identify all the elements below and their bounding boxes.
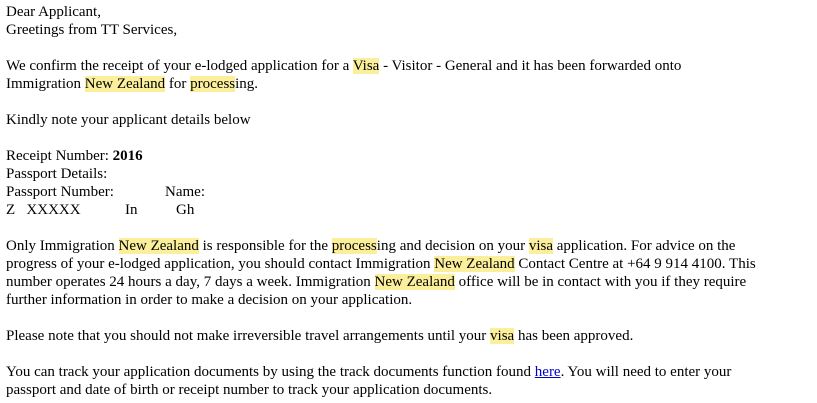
passport-header-row	[6, 183, 817, 201]
responsibility-paragraph	[6, 237, 817, 309]
text: Please note that you should not make irreversible travel arrangements until your	[6, 328, 491, 344]
text: . You will need to enter your	[560, 364, 732, 380]
text: We confirm the receipt of your e-lodged application for a	[6, 58, 353, 74]
passport-value-row	[6, 201, 817, 219]
highlight-new-zealand: New Zealand	[374, 274, 455, 290]
highlight-new-zealand: New Zealand	[84, 76, 166, 92]
text: Immigration	[6, 76, 85, 92]
travel-note-paragraph	[6, 327, 817, 345]
text: is responsible for the	[198, 238, 332, 254]
text: number operates 24 hours a day, 7 days a week. Immigration	[6, 274, 375, 290]
passport-details-label: Passport Details:	[6, 166, 108, 182]
text: - Visitor - General and it has been forwarded onto	[379, 58, 682, 74]
details-note: Kindly note your applicant details below	[6, 112, 251, 128]
receipt-number: 2016	[112, 148, 143, 164]
text: passport and date of birth or receipt number to track your application documents.	[6, 382, 493, 398]
highlight-new-zealand: New Zealand	[118, 238, 199, 254]
text: ing.	[235, 76, 259, 92]
text: office will be in contact with you if they require	[454, 274, 747, 290]
name-value-first: In	[125, 202, 138, 218]
text: application. For advice on the	[553, 238, 736, 254]
highlight-visa: Visa	[352, 58, 380, 74]
confirmation-paragraph	[6, 57, 817, 93]
text: ing and decision on your	[376, 238, 529, 254]
name-label: Name:	[165, 184, 205, 200]
text: has been approved.	[514, 328, 634, 344]
greeting: Greetings from TT Services,	[6, 22, 178, 38]
text: Contact Centre at +64 9 914 4100. This	[514, 256, 756, 272]
highlight-processing: process	[190, 76, 236, 92]
salutation: Dear Applicant,	[6, 4, 101, 20]
receipt-line	[6, 147, 817, 165]
passport-number-label: Passport Number:	[6, 184, 114, 200]
passport-number-value: Z XXXXX	[6, 202, 81, 218]
name-value-last: Gh	[176, 202, 195, 218]
tracking-paragraph	[6, 363, 817, 399]
text: Only Immigration	[6, 238, 119, 254]
text: further information in order to make a decision on your application.	[6, 292, 413, 308]
track-documents-link[interactable]: here	[534, 364, 561, 380]
highlight-visa: visa	[528, 238, 554, 254]
text: You can track your application documents by using the track documents function found	[6, 364, 535, 380]
highlight-new-zealand: New Zealand	[434, 256, 515, 272]
highlight-processing: process	[331, 238, 377, 254]
text: for	[165, 76, 191, 92]
highlight-visa: visa	[490, 328, 515, 344]
text: progress of your e-lodged application, you should contact Immigration	[6, 256, 435, 272]
receipt-label: Receipt Number:	[6, 148, 113, 164]
